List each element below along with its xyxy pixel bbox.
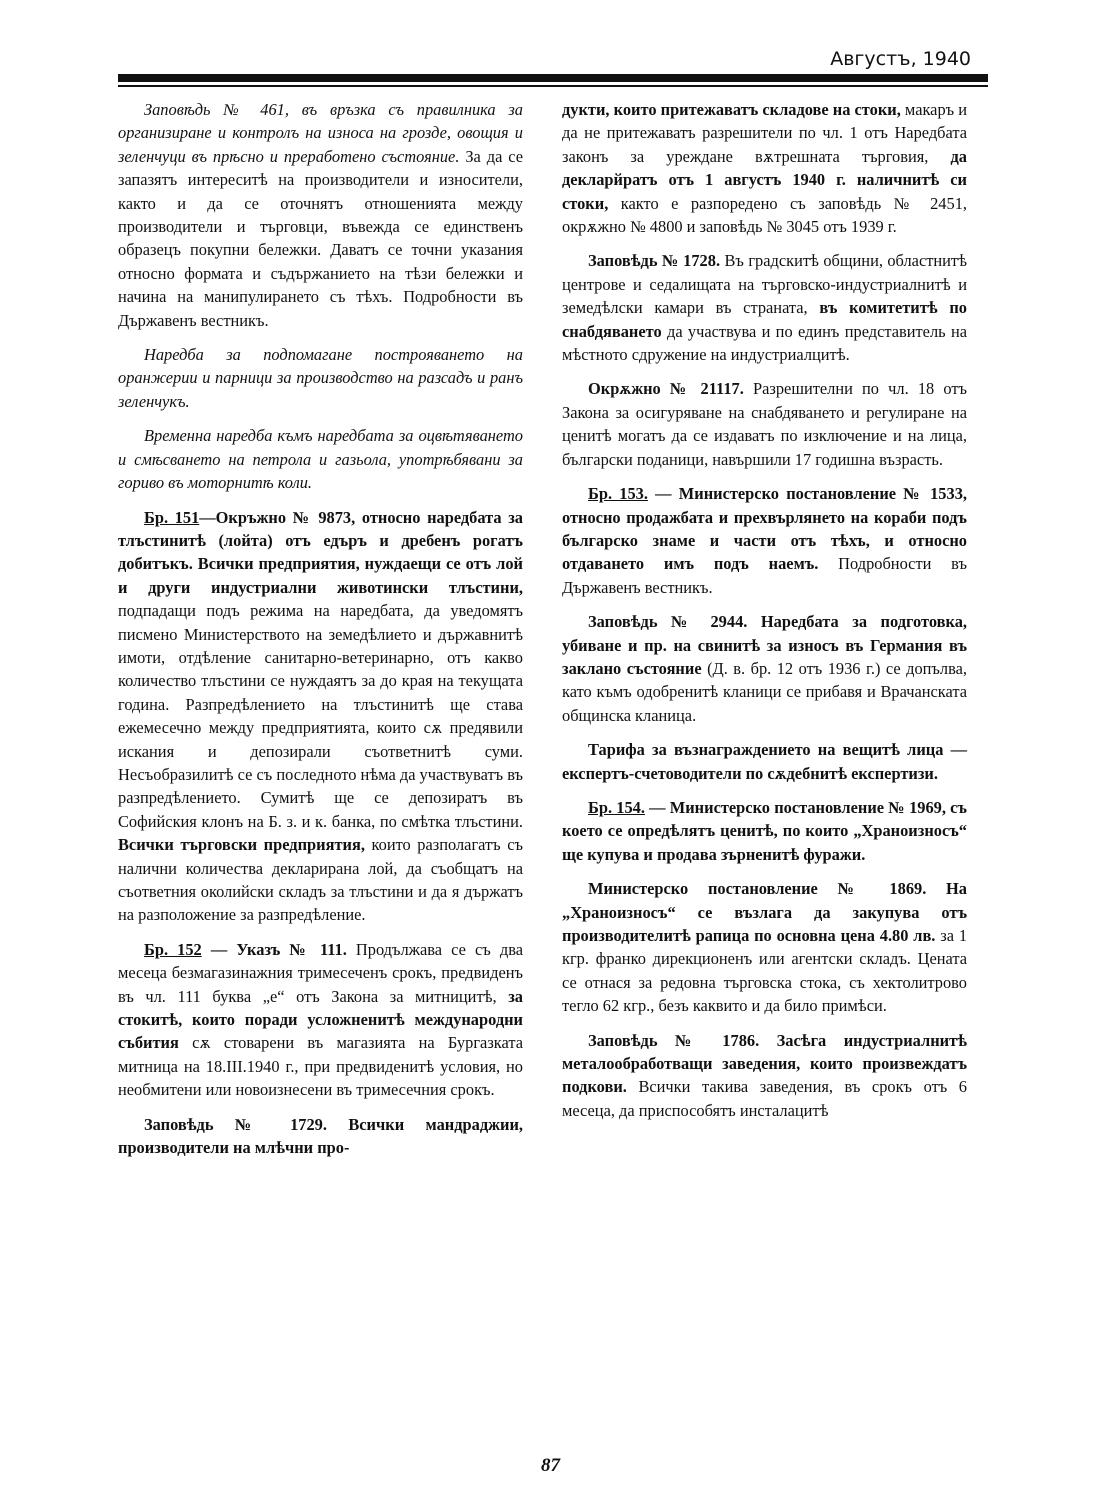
header-date: Августъ, 1940 [830, 48, 971, 70]
resolution-1869-title: Министерско постановление № 1869. На „Храноизносъ“ се възлага да закупува отъ производителитѣ рапица по основна цена 4.80 лв. [562, 879, 967, 945]
order-461-title: Заповѣдь № 461, въ връзка съ правилника за организиране и контролъ на износа на грозде, овощия и зеленчуци въ прѣсно и преработено състояние. [118, 100, 523, 166]
order-1728-title: Заповѣдь № 1728. [588, 251, 721, 271]
issue-label-151: Бр. 151 [144, 507, 200, 527]
circular-9873-bold: Всички търговски предприятия, [118, 835, 365, 855]
issue-label-154: Бр. 154. [588, 797, 645, 817]
right-paragraph-7 [562, 796, 967, 866]
order-2944-text: (Д. в. бр. 12 отъ 1936 г.) се допълва, като къмъ одобренитѣ кланици се прибавя и Врачанската общинска кланица. [562, 658, 967, 725]
page-number: 87 [541, 1455, 560, 1476]
right-paragraph-9 [562, 1029, 967, 1123]
right-paragraph-3 [562, 377, 967, 471]
issue-label-152: Бр. 152 [144, 939, 202, 959]
circular-9873-title: —Окръжно № 9873, относно наредбата за тлъстинитѣ (лойта) отъ едъръ и дребенъ рогатъ добитъкъ. Всички предприятия, нуждаещи се отъ лой и други индустриални животински тлъстини, [118, 507, 523, 597]
left-paragraph-4 [118, 506, 523, 927]
left-paragraph-6: Заповѣдь № 1729. Всички мандраджии, производители на млѣчни про- [118, 1114, 523, 1158]
resolution-1533-text: Подробности въ Държавенъ вестникъ. [562, 554, 967, 597]
right-paragraph-1 [562, 98, 967, 238]
circular-9873-text-2: които разполагатъ съ налични количества декларирана лой, да съобщатъ на съответния околийски складъ за тлъстини и да я държатъ на разположение за разпредѣление. [118, 835, 523, 925]
decree-111-text-2: сѫ стоварени въ магазията на Бургазката митница на 18.III.1940 г., при предвиденитѣ условия, но необмитени или новоизнесени въ тримесечния срокъ. [118, 1033, 523, 1100]
dairy-declaration-bold: да декларйратъ отъ 1 августъ 1940 г. наличнитѣ си стоки, [562, 146, 967, 213]
order-461-text: За да се запазятъ интереситѣ на производители и износители, както и да се оточнятъ отношенията между производители и търговци, въвежда се единственъ образецъ покупни бележки. Даватъ се точни указания относно формата и съдържанието на тѣзи бележки и начина на манипулирането съ тѣхъ. Подробности въ Държавенъ вестникъ. [118, 146, 523, 330]
order-1728-text-2: да участвува и по единъ представитель на мѣстното сдружение на индустриалцитѣ. [562, 321, 967, 365]
left-column [118, 98, 523, 1170]
resolution-1969-title: — Министерско постановление № 1969, съ което се опредѣлятъ ценитѣ, по които „Храноизносъ“ ще купува и продава зърненитѣ фуражи. [562, 797, 967, 864]
resolution-1869-text: за 1 кгр. франко дирекционенъ или агентски складъ. Цената се отнася за редовна търговска стока, съ хектолитрово тегло 62 кгр., безъ каквито и да било примѣси. [562, 926, 968, 1016]
right-paragraph-8 [562, 877, 967, 1017]
order-1728-bold: въ комитетитѣ по снабдяването [562, 298, 968, 341]
left-paragraph-2: Наредба за подпомагане построяването на оранжерии и парници за производство на разсадъ и ранъ зеленчукъ. [118, 345, 523, 411]
decree-111-bold: за стокитѣ, които поради усложненитѣ международни събития [118, 986, 523, 1053]
order-1786-text: Всички такива заведения, въ срокъ отъ 6 месеца, да приспособятъ инсталацитѣ [562, 1077, 967, 1120]
right-paragraph-4 [562, 482, 967, 599]
right-paragraph-5 [562, 610, 967, 727]
order-1786-title: Заповѣдь № 1786. Засѣга индустриалнитѣ металообработващи заведения, които произвеждатъ подкови. [562, 1030, 967, 1097]
left-paragraph-1 [118, 98, 523, 332]
header-rule [118, 74, 988, 82]
order-1728-text: Въ градскитѣ общини, областнитѣ центрове и седалищата на търговско-индустриалнитѣ и земедѣлски камари въ страната, [562, 251, 967, 318]
circular-21117-title: Окрѫжно № 21117. [588, 379, 744, 399]
dairy-continuation-text: макаръ и да не притежаватъ разрешители по чл. 1 отъ Наредбата законъ за уреждане вѫтрешната търговия, [562, 100, 967, 166]
right-paragraph-6: Тарифа за възнаграждението на вещитѣ лица — експертъ-счетоводители по сѫдебнитѣ експертизи. [562, 740, 967, 783]
order-2944-title: Заповѣдь № 2944. Наредбата за подготовка, убиване и пр. на свинитѣ за износъ въ Германия въ заклано състояние [562, 612, 967, 678]
resolution-1533-title: — Министерско постановление № 1533, относно продажбата и прехвърлянето на кораби подъ българско знаме и части отъ тѣхъ, и относно отдаването имъ подъ наемъ. [562, 484, 967, 574]
circular-9873-text: подпадащи подъ режима на наредбата, да уведомятъ писмено Министерството на земедѣлието и държавнитѣ имоти, отдѣление санитарно-ветеринарно, отъ какво количество тлъстини се нуждаятъ за до края на текущата година. Разпредѣлението на тлъстинитѣ ще става ежемесечно между предприятията, които сѫ предявили искания и депозирали съответнитѣ суми. Несъобразилитѣ се съ последното нѣма да участвуватъ въ разпредѣлението. Сумитѣ ще се депозиратъ въ Софийския клонъ на Б. з. и к. банка, по смѣтка тлъстини. [118, 601, 524, 831]
header-rule-thin [118, 85, 988, 87]
dairy-declaration-text: както е разпоредено съ заповѣдь № 2451, окрѫжно № 4800 и заповѣдь № 3045 отъ 1939 г. [562, 193, 967, 237]
decree-111-text: Продължава се съ два месеца безмагазинажния тримесеченъ срокъ, предвиденъ въ чл. 111 буква „е“ отъ Закона за митницитѣ, [118, 939, 524, 1006]
decree-111-title: — Указъ № 111. [201, 939, 347, 959]
dairy-continuation-bold: дукти, които притежаватъ складове на стоки, [562, 100, 901, 119]
issue-label-153: Бр. 153. [588, 484, 648, 504]
left-paragraph-5 [118, 938, 523, 1102]
circular-21117-text: Разрешителни по чл. 18 отъ Закона за осигуряване на снабдяването и регулиране на ценитѣ могатъ да се издаватъ по изключение и на лица, български поданици, навършили 17 годишна възрасть. [562, 379, 967, 469]
right-column [562, 98, 967, 1133]
left-paragraph-3: Временна наредба къмъ наредбата за оцвѣтяването и смѣсването на петрола и газьола, употрѣбявани за гориво въ моторнитѣ коли. [118, 426, 523, 493]
right-paragraph-2 [562, 249, 967, 366]
